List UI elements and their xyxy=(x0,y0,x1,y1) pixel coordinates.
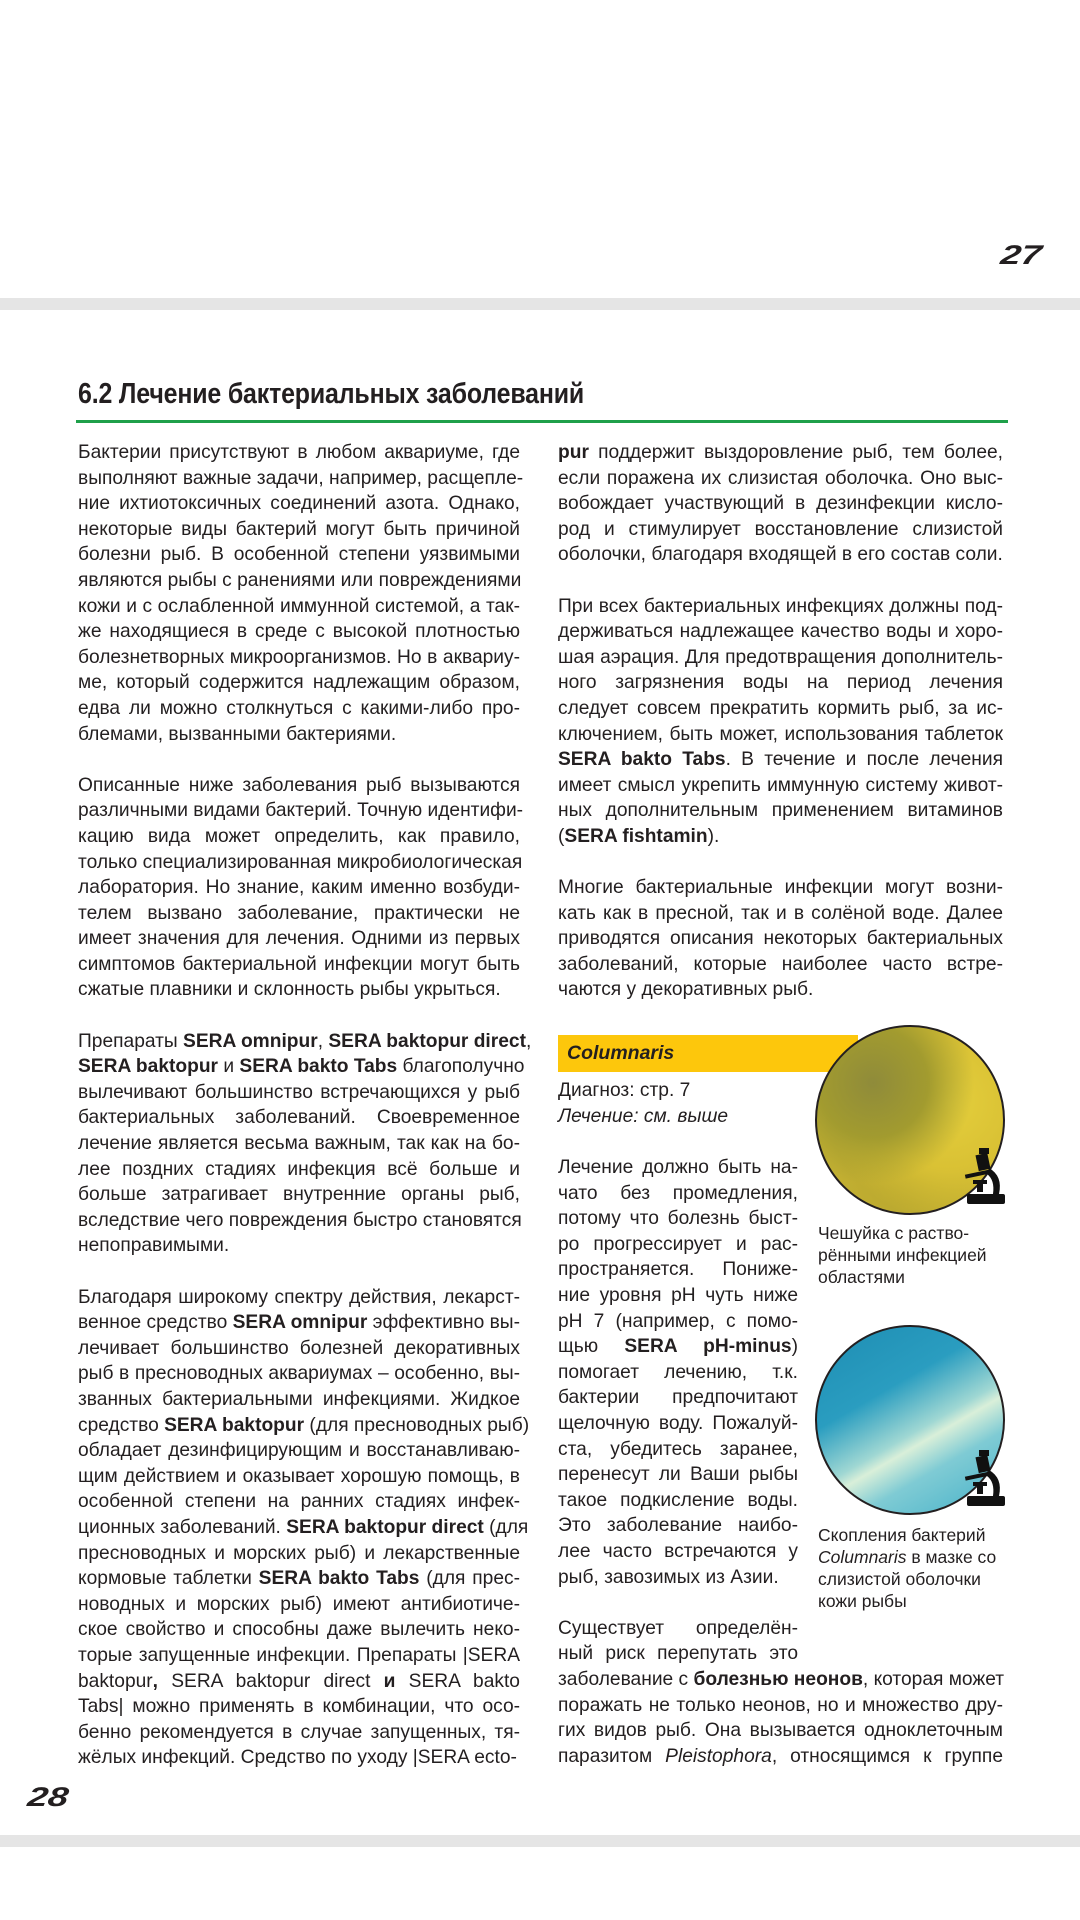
text-line: Многие бактериальные инфекции могут возни- xyxy=(558,877,1003,899)
disease-wide-text xyxy=(558,1667,1003,1769)
paragraph xyxy=(558,1616,798,1667)
text-line: заболеваний, которые наиболее часто встре- xyxy=(558,953,1003,975)
text-line: лее часто встречаются у xyxy=(558,1540,798,1562)
text-line: пространяется. Пониже- xyxy=(558,1259,798,1281)
paragraph xyxy=(558,594,1003,850)
text-line: пресноводных и морских рыб) и лекарственные xyxy=(78,1542,520,1564)
text-line: ключением, быть может, использования таблеток xyxy=(558,723,1003,745)
text-line: шая аэрация. Для предотвращения дополнитель- xyxy=(558,646,1003,668)
text-line: больше затрагивает внутренние органы рыб, xyxy=(78,1184,520,1206)
text-line: лечивает большинство болезней декоративных xyxy=(78,1337,520,1359)
text-line: венное средство SERA omnipur эффективно вы- xyxy=(78,1312,520,1334)
text-line: baktopur, SERA baktopur direct и SERA bakto xyxy=(78,1670,520,1692)
text-line: выполняют важные задачи, например, расщепле- xyxy=(78,467,524,489)
text-line: имеет значения для лечения. Одними из первых xyxy=(78,928,520,950)
text-line: болезни рыб. В особенной степени уязвимыми xyxy=(78,544,520,566)
text-line: бактерии предпочитают xyxy=(558,1387,798,1409)
text-line: потому что болезнь быст- xyxy=(558,1208,798,1230)
text-line: вылечивают большинство встречающихся у рыб xyxy=(78,1081,520,1103)
paragraph xyxy=(78,1285,530,1771)
text-line: ние уровня pH чуть ниже xyxy=(558,1284,798,1306)
text-line: рыб, завозимых из Азии. xyxy=(558,1566,779,1588)
text-line: Бактерии присутствуют в любом аквариуме, где xyxy=(78,442,520,463)
text-line: лаборатория. Но знание, каким именно возбуди- xyxy=(78,877,520,899)
text-line: только специализированная микробиологическая xyxy=(78,851,523,873)
text-line: телем вызвано заболевание, практически не xyxy=(78,902,520,924)
text-line: приводятся описания некоторых бактериальных xyxy=(558,928,1003,950)
text-line: перенесут ли Ваши рыбы xyxy=(558,1464,798,1486)
text-line: щью SERA pH-minus) xyxy=(558,1336,798,1358)
text-line: обладает дезинфицирующим и восстанавливаю- xyxy=(78,1440,520,1462)
text-line: особенной степени на ранних стадиях инфек- xyxy=(78,1491,520,1513)
caption-line: Чешуйка с раство- xyxy=(818,1223,970,1243)
text-line: если поражена их слизистая оболочка. Оно выс- xyxy=(558,467,1003,489)
microscope-icon xyxy=(963,1448,1005,1506)
text-line: ро прогрессирует и рас- xyxy=(558,1233,798,1255)
disease-header-title: Columnaris xyxy=(567,1042,675,1064)
text-line: ных дополнительным применением витаминов xyxy=(558,800,1003,822)
text-line: жёлых инфекций. Средство по уходу |SERA ecto- xyxy=(78,1747,517,1769)
text-line: сжатые плавники и склонность рыбы укрыться. xyxy=(78,979,501,1001)
text-line: такое подкисление воды. xyxy=(558,1489,798,1511)
text-line: ское свойство и способны даже вылечить неко- xyxy=(78,1619,520,1641)
text-line: лее поздних стадиях инфекция всё больше и xyxy=(78,1158,520,1180)
text-line: имеет смысл укрепить иммунную систему живот- xyxy=(558,774,1003,796)
treatment-ref: Лечение: см. выше xyxy=(558,1105,729,1127)
text-line: вследствие чего повреждения быстро становятся xyxy=(78,1209,522,1231)
section-title: 6.2 Лечение бактериальных заболеваний xyxy=(78,378,585,410)
text-line: новодных и морских рыб) имеют антибиотиче- xyxy=(78,1593,520,1615)
text-line: помогает лечению, т.к. xyxy=(558,1361,798,1383)
left-column xyxy=(78,440,532,1796)
text-line: кацию вида может определить, как правило, xyxy=(78,825,520,847)
text-line: поражать не только неонов, но и множество дру- xyxy=(558,1694,1003,1716)
right-column xyxy=(558,440,1003,1029)
image-caption-bacteria xyxy=(818,1524,1018,1612)
text-line: ста, убедитесь заранее, xyxy=(558,1438,798,1460)
section-rule xyxy=(76,420,1008,423)
text-line: симптомов бактериальной инфекции могут быть xyxy=(78,953,520,975)
text-line: pH 7 (например, с помо- xyxy=(558,1310,798,1332)
text-line: же находящиеся в среде с высокой плотностью xyxy=(78,621,520,643)
text-line: являются рыбы с ранениями или повреждениями xyxy=(78,569,522,591)
caption-line: слизистой оболочки xyxy=(818,1569,981,1589)
image-caption-scale xyxy=(818,1222,1018,1288)
text-line: следует совсем прекратить кормить рыб, за ис- xyxy=(558,697,1003,719)
paragraph xyxy=(78,440,524,747)
text-line: бактериальных заболеваний. Своевременное xyxy=(78,1107,520,1129)
text-line: кожи и с ослабленной иммунной системой, а так- xyxy=(78,595,520,617)
text-line: ный риск перепутать это xyxy=(558,1643,798,1665)
text-line: Это заболевание наибо- xyxy=(558,1515,798,1537)
text-line: гих видов рыб. Она вызывается одноклеточным xyxy=(558,1720,1003,1742)
text-line: род и стимулирует восстановление слизистой xyxy=(558,518,1003,540)
text-line: щим действием и оказывает хорошую помощь, в xyxy=(78,1465,520,1487)
microscope-icon xyxy=(963,1146,1005,1204)
text-line: Препараты SERA omnipur, SERA baktopur direct, xyxy=(78,1030,532,1052)
text-line: ме, который содержится надлежащим образом, xyxy=(78,672,520,694)
text-line: оболочки, благодаря входящей в его состав соли. xyxy=(558,544,1003,566)
page-number-bottom: 28 xyxy=(25,1782,71,1812)
top-page-divider xyxy=(0,298,1080,310)
text-line: едва ли можно столкнуться с какими-либо про- xyxy=(78,697,520,719)
text-line: болезнетворных микроорганизмов. Но в аквариу- xyxy=(78,646,520,668)
diagnosis-ref: Диагноз: стр. 7 xyxy=(558,1080,691,1101)
text-line: pur поддержит выздоровление рыб, тем более, xyxy=(558,442,1003,463)
text-line: Описанные ниже заболевания рыб вызываются xyxy=(78,774,520,796)
paragraph xyxy=(558,1155,798,1590)
text-line: (SERA fishtamin). xyxy=(558,825,720,847)
text-line: Благодаря широкому спектру действия, лекарст- xyxy=(78,1286,520,1308)
text-line: торые запущенные инфекции. Препараты |SERA xyxy=(78,1644,520,1666)
paragraph xyxy=(558,875,1003,1003)
text-line: Существует определён- xyxy=(558,1617,798,1639)
disease-meta xyxy=(558,1078,798,1129)
caption-line: кожи рыбы xyxy=(818,1591,907,1611)
text-line: бенно рекомендуется в случае запущенных, тя- xyxy=(78,1721,520,1743)
text-line: различными видами бактерий. Точную идентифи- xyxy=(78,800,524,822)
text-line: чаются у декоративных рыб. xyxy=(558,979,814,1001)
text-line: званных бактериальными инфекциями. Жидкое xyxy=(78,1388,520,1410)
text-line: При всех бактериальных инфекциях должны под- xyxy=(558,595,1003,617)
text-line: лечение является весьма важным, так как на бо- xyxy=(78,1133,520,1155)
text-line: ние ихтиотоксичных соединений азота. Однако, xyxy=(78,493,520,515)
text-line: чато без промедления, xyxy=(558,1182,798,1204)
disease-narrow-text xyxy=(558,1155,798,1667)
text-line: блемами, вызванными бактериями. xyxy=(78,723,397,745)
text-line: паразитом Pleistophora, относящимся к группе xyxy=(558,1745,1003,1767)
text-line: непоправимыми. xyxy=(78,1235,230,1257)
text-line: вобождает участвующий в дезинфекции кисло- xyxy=(558,493,1003,515)
text-line: держиваться надлежащее качество воды и хоро- xyxy=(558,621,1003,643)
text-line: заболевание с болезнью неонов, которая может xyxy=(558,1669,1005,1690)
text-line: Лечение должно быть на- xyxy=(558,1157,798,1178)
text-line: средство SERA baktopur (для пресноводных рыб) xyxy=(78,1414,530,1436)
text-line: SERA bakto Tabs. В течение и после лечения xyxy=(558,749,1003,771)
text-line: некоторые виды бактерий могут быть причиной xyxy=(78,518,520,540)
text-line: ного загрязнения воды на период лечения xyxy=(558,672,1003,694)
paragraph xyxy=(558,440,1003,568)
text-line: ционных заболеваний. SERA baktopur direct (для xyxy=(78,1516,529,1538)
paragraph xyxy=(78,773,524,1003)
page-number-top: 27 xyxy=(998,240,1044,270)
bottom-page-divider xyxy=(0,1835,1080,1847)
text-line: кать как в пресной, так и в солёной воде. Далее xyxy=(558,902,1003,924)
paragraph xyxy=(78,1029,532,1259)
caption-line: Скопления бактерий xyxy=(818,1525,986,1545)
text-line: кормовые таблетки SERA bakto Tabs (для прес- xyxy=(78,1568,520,1590)
disease-header-bar xyxy=(558,1035,858,1072)
text-line: Tabs| можно применять в комбинации, что осо- xyxy=(78,1696,520,1718)
text-line: щелочную воду. Пожалуй- xyxy=(558,1412,798,1434)
text-line: SERA baktopur и SERA bakto Tabs благополучно xyxy=(78,1056,525,1078)
caption-line: рёнными инфекцией xyxy=(818,1245,987,1265)
caption-line: областями xyxy=(818,1267,905,1287)
text-line: рыб в пресноводных аквариумах – особенно, вы- xyxy=(78,1363,520,1385)
caption-line: Columnaris в мазке со xyxy=(818,1547,997,1567)
